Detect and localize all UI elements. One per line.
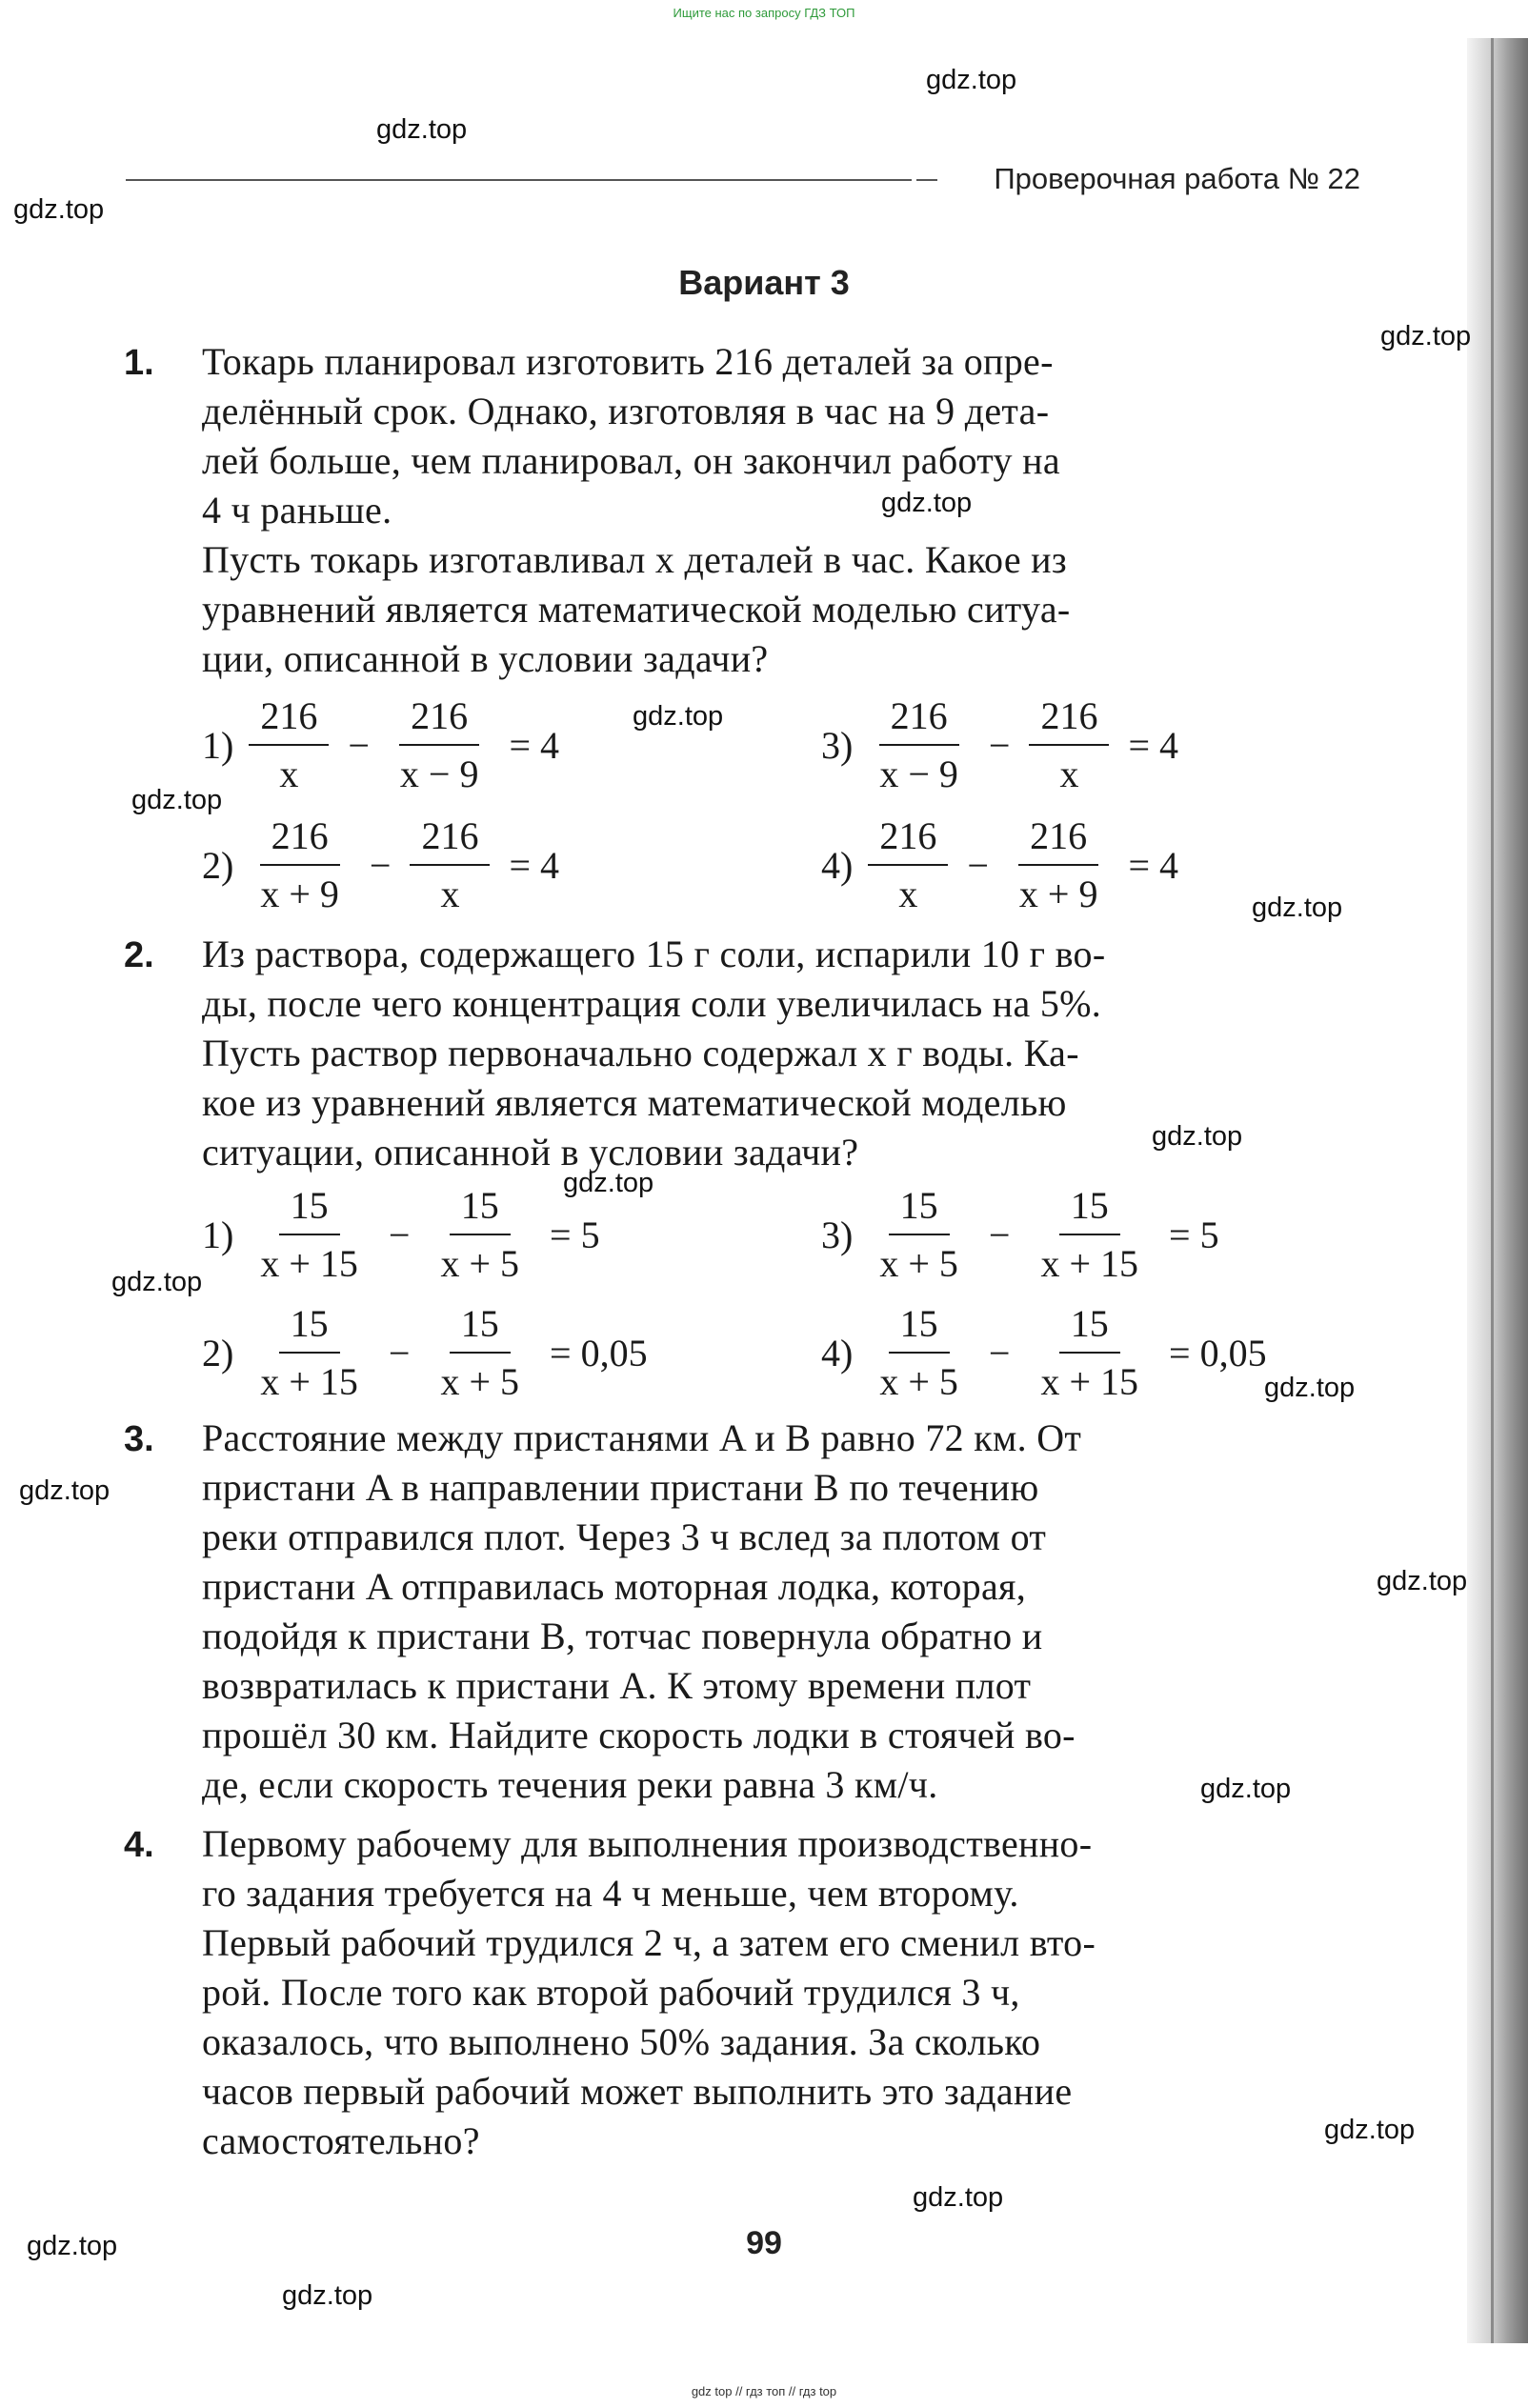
watermark: gdz.top xyxy=(111,1267,203,1297)
page-edge-line xyxy=(1491,38,1494,2343)
task-text xyxy=(202,930,1358,1177)
watermark: gdz.top xyxy=(376,114,468,145)
text-line: рой. После того как второй рабочий трудился 3 ч, xyxy=(202,1971,1020,2014)
text-line: пристани A в направлении пристани B по течению xyxy=(202,1466,1039,1509)
watermark: gdz.top xyxy=(13,194,105,225)
variant-title: Вариант 3 xyxy=(678,263,850,302)
text-line: Первый рабочий трудился 2 ч, а затем его сменил вто- xyxy=(202,1921,1096,1964)
text-line: реки отправился плот. Через 3 ч вслед за плотом от xyxy=(202,1515,1047,1558)
fraction: $\frac{216}{x}$ xyxy=(410,813,490,916)
watermark: gdz.top xyxy=(913,2182,1004,2213)
watermark: gdz.top xyxy=(1324,2115,1416,2145)
fraction: $\frac{15}{x + 5}$ xyxy=(440,1302,520,1403)
option-label: 4) xyxy=(821,1331,854,1375)
watermark: gdz.top xyxy=(131,785,223,815)
text-line: ции, описанной в условии задачи? xyxy=(202,637,769,680)
bottom-banner[interactable]: gdz top // гдз топ // гдз top xyxy=(691,2384,837,2398)
text-line: лей больше, чем планировал, он закончил работу на xyxy=(202,439,1060,482)
answer-option[interactable]: 1) $\frac{15}{x + 15}$ − $\frac{15}{x + 5}$ = 5 xyxy=(202,1184,600,1285)
header-rule xyxy=(126,179,912,181)
page-edge-shadow xyxy=(1467,38,1528,2343)
text-line: часов первый рабочий может выполнить это задание xyxy=(202,2070,1073,2113)
text-line: прошёл 30 км. Найдите скорость лодки в стоячей во- xyxy=(202,1714,1076,1756)
fraction: $\frac{216}{x + 9}$ xyxy=(260,814,339,915)
watermark: gdz.top xyxy=(1152,1121,1243,1152)
watermark: gdz.top xyxy=(1380,321,1472,351)
text-line: ды, после чего концентрация соли увеличилась на 5%. xyxy=(202,982,1102,1025)
text-line: де, если скорость течения реки равна 3 км/ч. xyxy=(202,1763,938,1806)
text-line: возвратилась к пристани A. К этому времени плот xyxy=(202,1664,1032,1707)
fraction: $\frac{15}{x + 5}$ xyxy=(879,1184,958,1285)
fraction: $\frac{15}{x + 15}$ xyxy=(1040,1302,1139,1403)
text-line: самостоятельно? xyxy=(202,2119,480,2162)
option-label: 2) xyxy=(202,843,234,887)
watermark: gdz.top xyxy=(282,2280,373,2311)
top-banner[interactable]: Ищите нас по запросу ГДЗ ТОП xyxy=(673,6,855,20)
page-number: 99 xyxy=(746,2225,782,2261)
watermark: gdz.top xyxy=(1264,1373,1356,1403)
option-label: 1) xyxy=(202,1213,234,1256)
text-line: Токарь планировал изготовить 216 деталей за опре- xyxy=(202,340,1054,383)
text-line: оказалось, что выполнено 50% задания. За сколько xyxy=(202,2020,1041,2063)
watermark: gdz.top xyxy=(1200,1774,1292,1804)
text-line: Расстояние между пристанями A и B равно 72 км. От xyxy=(202,1416,1082,1459)
watermark: gdz.top xyxy=(881,488,973,518)
text-line: Пусть раствор первоначально содержал x г воды. Ка- xyxy=(202,1032,1079,1074)
fraction: $\frac{216}{x}$ xyxy=(1029,693,1109,796)
text-line: го задания требуется на 4 ч меньше, чем второму. xyxy=(202,1872,1019,1915)
fraction: $\frac{216}{x - 9}$ xyxy=(399,694,479,795)
fraction: $\frac{216}{x + 9}$ xyxy=(1018,814,1098,915)
fraction: $\frac{15}{x + 15}$ xyxy=(1040,1184,1139,1285)
watermark: gdz.top xyxy=(563,1168,654,1198)
text-line: 4 ч раньше. xyxy=(202,489,392,532)
text-line: подойдя к пристани B, тотчас повернула обратно и xyxy=(202,1615,1043,1657)
text-line: уравнений является математической моделью ситуа- xyxy=(202,588,1071,631)
watermark: gdz.top xyxy=(1377,1566,1468,1596)
task-text xyxy=(202,1414,1358,1810)
text-line: кое из уравнений является математической моделью xyxy=(202,1081,1067,1124)
answer-option[interactable]: 3) $\frac{216}{x - 9}$ − $\frac{216}{x}$ = 4 xyxy=(821,694,1179,795)
fraction: $\frac{15}{x + 15}$ xyxy=(260,1184,358,1285)
task-number: 1. xyxy=(124,343,154,383)
text-line: Из раствора, содержащего 15 г соли, испарили 10 г во- xyxy=(202,933,1106,975)
fraction: $\frac{216}{x}$ xyxy=(249,693,329,796)
option-label: 4) xyxy=(821,843,854,887)
option-label: 2) xyxy=(202,1331,234,1375)
answer-option[interactable]: 4) $\frac{15}{x + 5}$ − $\frac{15}{x + 15}$ = 0,05 xyxy=(821,1302,1267,1403)
watermark: gdz.top xyxy=(27,2231,118,2261)
fraction: $\frac{216}{x}$ xyxy=(868,813,948,916)
task-text xyxy=(202,1819,1358,2166)
watermark: gdz.top xyxy=(19,1475,111,1506)
fraction: $\frac{15}{x + 5}$ xyxy=(440,1184,520,1285)
header-title: Проверочная работа № 22 xyxy=(994,162,1360,195)
text-line: Пусть токарь изготавливал x деталей в час. Какое из xyxy=(202,538,1067,581)
fraction: $\frac{15}{x + 5}$ xyxy=(879,1302,958,1403)
answer-option[interactable]: 3) $\frac{15}{x + 5}$ − $\frac{15}{x + 15}$ = 5 xyxy=(821,1184,1219,1285)
task-number: 4. xyxy=(124,1825,154,1865)
text-line: ситуации, описанной в условии задачи? xyxy=(202,1131,859,1174)
fraction: $\frac{216}{x - 9}$ xyxy=(879,694,958,795)
text-line: Первому рабочему для выполнения производственно- xyxy=(202,1822,1093,1865)
option-label: 1) xyxy=(202,723,234,767)
answer-option[interactable]: 2) $\frac{216}{x + 9}$ − $\frac{216}{x}$ = 4 xyxy=(202,814,560,915)
task-number: 2. xyxy=(124,935,154,975)
fraction: $\frac{15}{x + 15}$ xyxy=(260,1302,358,1403)
text-line: делённый срок. Однако, изготовляя в час на 9 дета- xyxy=(202,390,1050,432)
watermark: gdz.top xyxy=(633,701,724,732)
watermark: gdz.top xyxy=(1252,893,1343,923)
answer-option[interactable]: 1) $\frac{216}{x}$ − $\frac{216}{x - 9}$ = 4 xyxy=(202,694,560,795)
option-label: 3) xyxy=(821,1213,854,1256)
header-rule-dash xyxy=(916,179,937,181)
task-text xyxy=(202,337,1358,684)
text-line: пристани A отправилась моторная лодка, которая, xyxy=(202,1565,1027,1608)
answer-option[interactable]: 2) $\frac{15}{x + 15}$ − $\frac{15}{x + 5}$ = 0,05 xyxy=(202,1302,648,1403)
watermark: gdz.top xyxy=(926,65,1017,95)
answer-option[interactable]: 4) $\frac{216}{x}$ − $\frac{216}{x + 9}$ = 4 xyxy=(821,814,1179,915)
task-number: 3. xyxy=(124,1419,154,1459)
option-label: 3) xyxy=(821,723,854,767)
